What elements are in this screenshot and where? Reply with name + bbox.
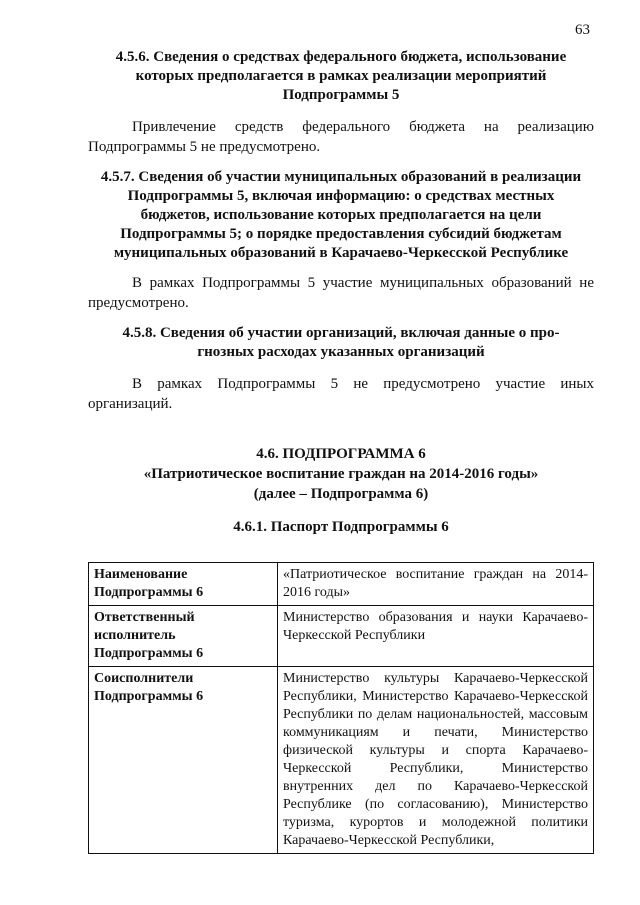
table-row <box>89 667 594 854</box>
table-label-cell: Соисполнители Подпрограммы 6 <box>89 667 278 854</box>
section-paragraph: В рамках Подпрограммы 5 участие муниципальных образований не предусмотрено. <box>88 275 594 311</box>
table-row <box>89 606 594 667</box>
page-number: 63 <box>575 22 590 38</box>
section-paragraph: В рамках Подпрограммы 5 не предусмотрено участие иных организаций. <box>88 376 594 412</box>
table-value-cell: Министерство образования и науки Карачаево-Черкесской Республики <box>278 606 594 667</box>
table-label-cell: Наименование Подпрограммы 6 <box>89 563 278 606</box>
section-4-5-7 <box>88 168 594 263</box>
section-heading: 4.5.8. Сведения об участии организаций, включая данные о про- гнозных расходах указанных организаций <box>122 325 560 360</box>
passport-title: 4.6.1. Паспорт Подпрограммы 6 <box>233 519 449 535</box>
section-heading: 4.5.7. Сведения об участии муниципальных образований в реализации Подпрограммы 5, включая информацию: о средствах местных бюджетов, использование которых предполагается на цели Подпрограммы 5; о порядке предоставления субсидий бюджетам муниципальных образований в Карачаево-Черкесской Республике <box>100 169 582 261</box>
table-value-cell: «Патриотическое воспитание граждан на 2014-2016 годы» <box>278 563 594 606</box>
table-label-cell: Ответственный исполнитель Подпрограммы 6 <box>89 606 278 667</box>
subprogram-title: 4.6. ПОДПРОГРАММА 6 <box>256 446 426 462</box>
section-4-5-6 <box>88 48 594 105</box>
table-row <box>89 563 594 606</box>
subprogram-name: «Патриотическое воспитание граждан на 2014-2016 годы» <box>143 466 539 482</box>
section-4-5-8 <box>88 324 594 362</box>
table-value-cell: Министерство культуры Карачаево-Черкесской Республики, Министерство Карачаево-Черкесской Республики по делам национальностей, массовым коммуникациям и печати, Министерство физической культуры и спорта Карачаево-Черкесской Республики, Министерство внутренних дел по Карачаево-Черкесской Республике (по согласованию), Министерство туризма, курортов и молодежной политики Карачаево-Черкесской Республики, <box>278 667 594 854</box>
section-heading: 4.5.6. Сведения о средствах федерального бюджета, использование которых предполагается в рамках реализации мероприятий Подпрограммы 5 <box>115 49 567 103</box>
section-paragraph: Привлечение средств федерального бюджета на реализацию Подпрограммы 5 не предусмотрено. <box>88 119 594 155</box>
passport-table <box>88 562 594 854</box>
subprogram-alias: (далее – Подпрограмма 6) <box>253 486 429 502</box>
